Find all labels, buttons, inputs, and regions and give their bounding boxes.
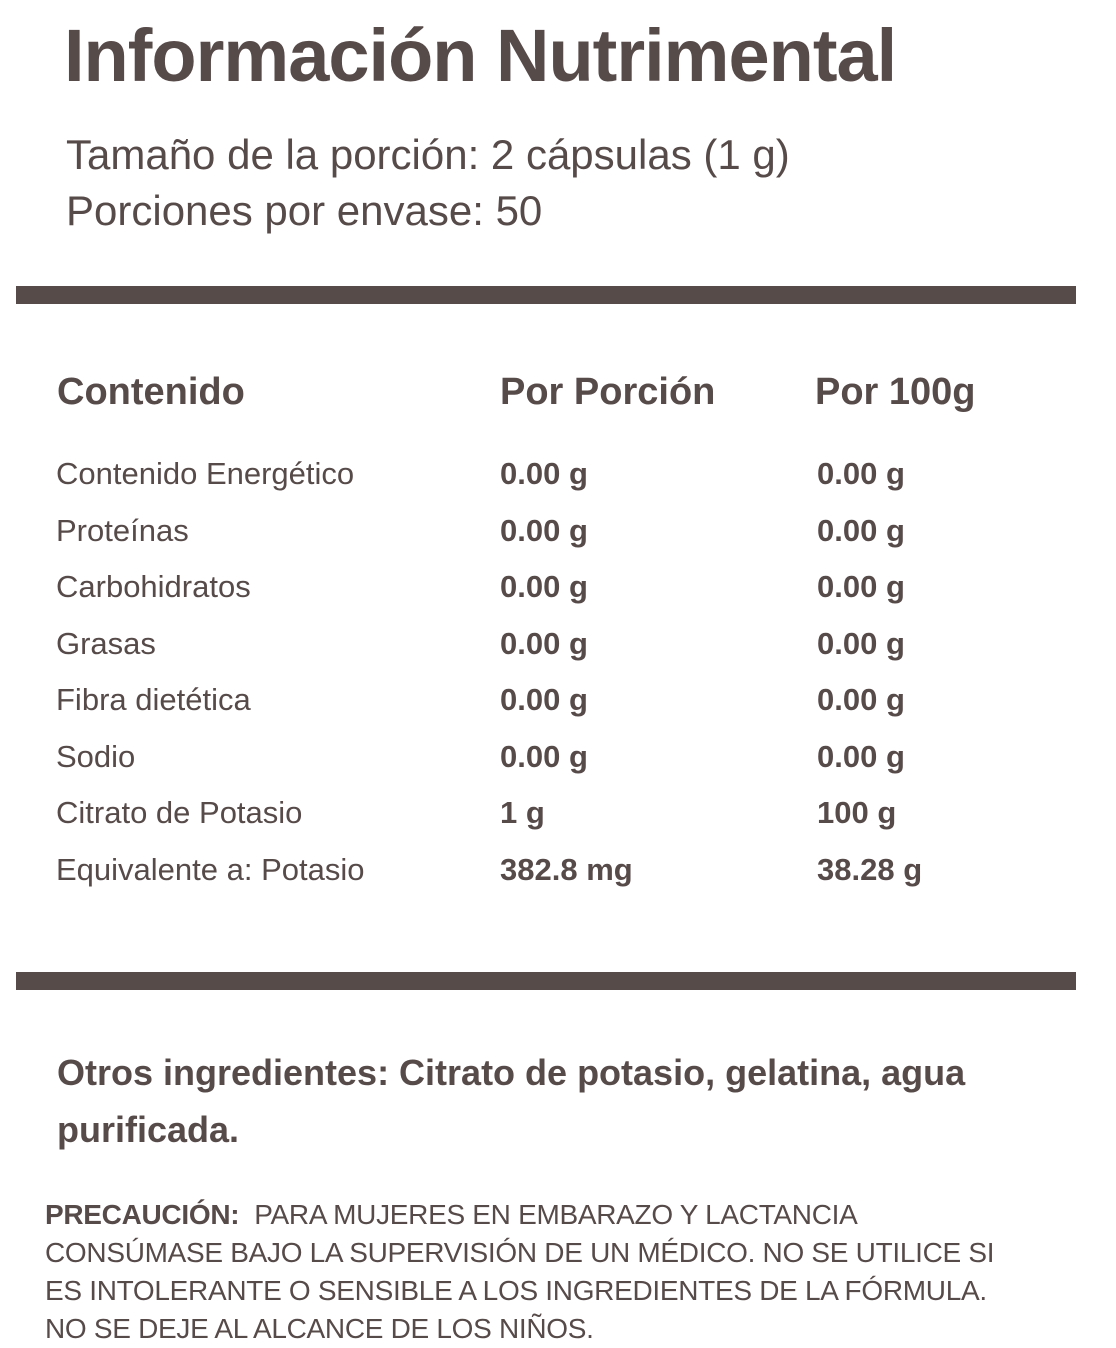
nutrient-name: Carbohidratos: [56, 569, 251, 604]
per-serving-value: 0.00 g: [500, 456, 588, 491]
header-per-serving: Por Porción: [500, 371, 716, 413]
caution-notice: [45, 1196, 1105, 1348]
table-row: [0, 505, 1116, 562]
per-serving-value: 382.8 mg: [500, 851, 633, 887]
per-100g-value: 0.00 g: [817, 738, 905, 774]
table-row: [0, 731, 1116, 788]
per-100g-value: 0.00 g: [817, 456, 905, 491]
caution-line: ES INTOLERANTE O SENSIBLE A LOS INGREDIENTES DE LA FÓRMULA.: [45, 1275, 987, 1306]
top-divider: [16, 286, 1076, 304]
table-row: [0, 448, 1116, 505]
table-row: [0, 618, 1116, 675]
table-row: [0, 844, 1116, 901]
nutrient-name: Fibra dietética: [56, 682, 251, 717]
per-100g-value: 0.00 g: [817, 682, 905, 717]
serving-size: Tamaño de la porción: 2 cápsulas (1 g): [66, 131, 790, 178]
per-serving-value: 0.00 g: [500, 625, 588, 661]
nutrient-name: Sodio: [56, 738, 136, 774]
nutrient-name: Proteínas: [56, 512, 189, 548]
nutrient-name: Citrato de Potasio: [56, 795, 303, 830]
per-serving-value: 0.00 g: [500, 682, 588, 717]
per-serving-value: 0.00 g: [500, 738, 588, 774]
servings-per-container: Porciones por envase: 50: [66, 187, 543, 234]
per-100g-value: 0.00 g: [817, 569, 905, 604]
per-serving-value: 0.00 g: [500, 569, 588, 604]
nutrient-name: Contenido Energético: [56, 456, 355, 491]
bottom-divider: [16, 972, 1076, 990]
per-100g-value: 0.00 g: [817, 625, 905, 661]
table-row: [0, 561, 1116, 618]
caution-label: PRECAUCIÓN:: [45, 1199, 240, 1230]
nutrient-name: Grasas: [56, 625, 156, 661]
header-content: Contenido: [57, 371, 245, 413]
per-100g-value: 0.00 g: [817, 512, 905, 548]
nutrient-name: Equivalente a: Potasio: [56, 851, 365, 887]
label-title: Información Nutrimental: [64, 14, 897, 97]
table-row: [0, 787, 1116, 844]
per-serving-value: 1 g: [500, 795, 545, 830]
caution-line: NO SE DEJE AL ALCANCE DE LOS NIÑOS.: [45, 1313, 594, 1344]
caution-line: CONSÚMASE BAJO LA SUPERVISIÓN DE UN MÉDICO. NO SE UTILICE SI: [45, 1237, 995, 1268]
per-serving-value: 0.00 g: [500, 512, 588, 548]
other-ingredients: Otros ingredientes: Citrato de potasio, gelatina, agua purificada.: [57, 1052, 966, 1150]
header-per-100g: Por 100g: [815, 371, 976, 413]
caution-text: PARA MUJERES EN EMBARAZO Y LACTANCIA: [254, 1199, 858, 1230]
per-100g-value: 100 g: [817, 795, 897, 830]
caution-line: [45, 1196, 1105, 1234]
table-row: [0, 674, 1116, 731]
nutrient-table: [0, 448, 1116, 900]
per-100g-value: 38.28 g: [817, 851, 923, 887]
